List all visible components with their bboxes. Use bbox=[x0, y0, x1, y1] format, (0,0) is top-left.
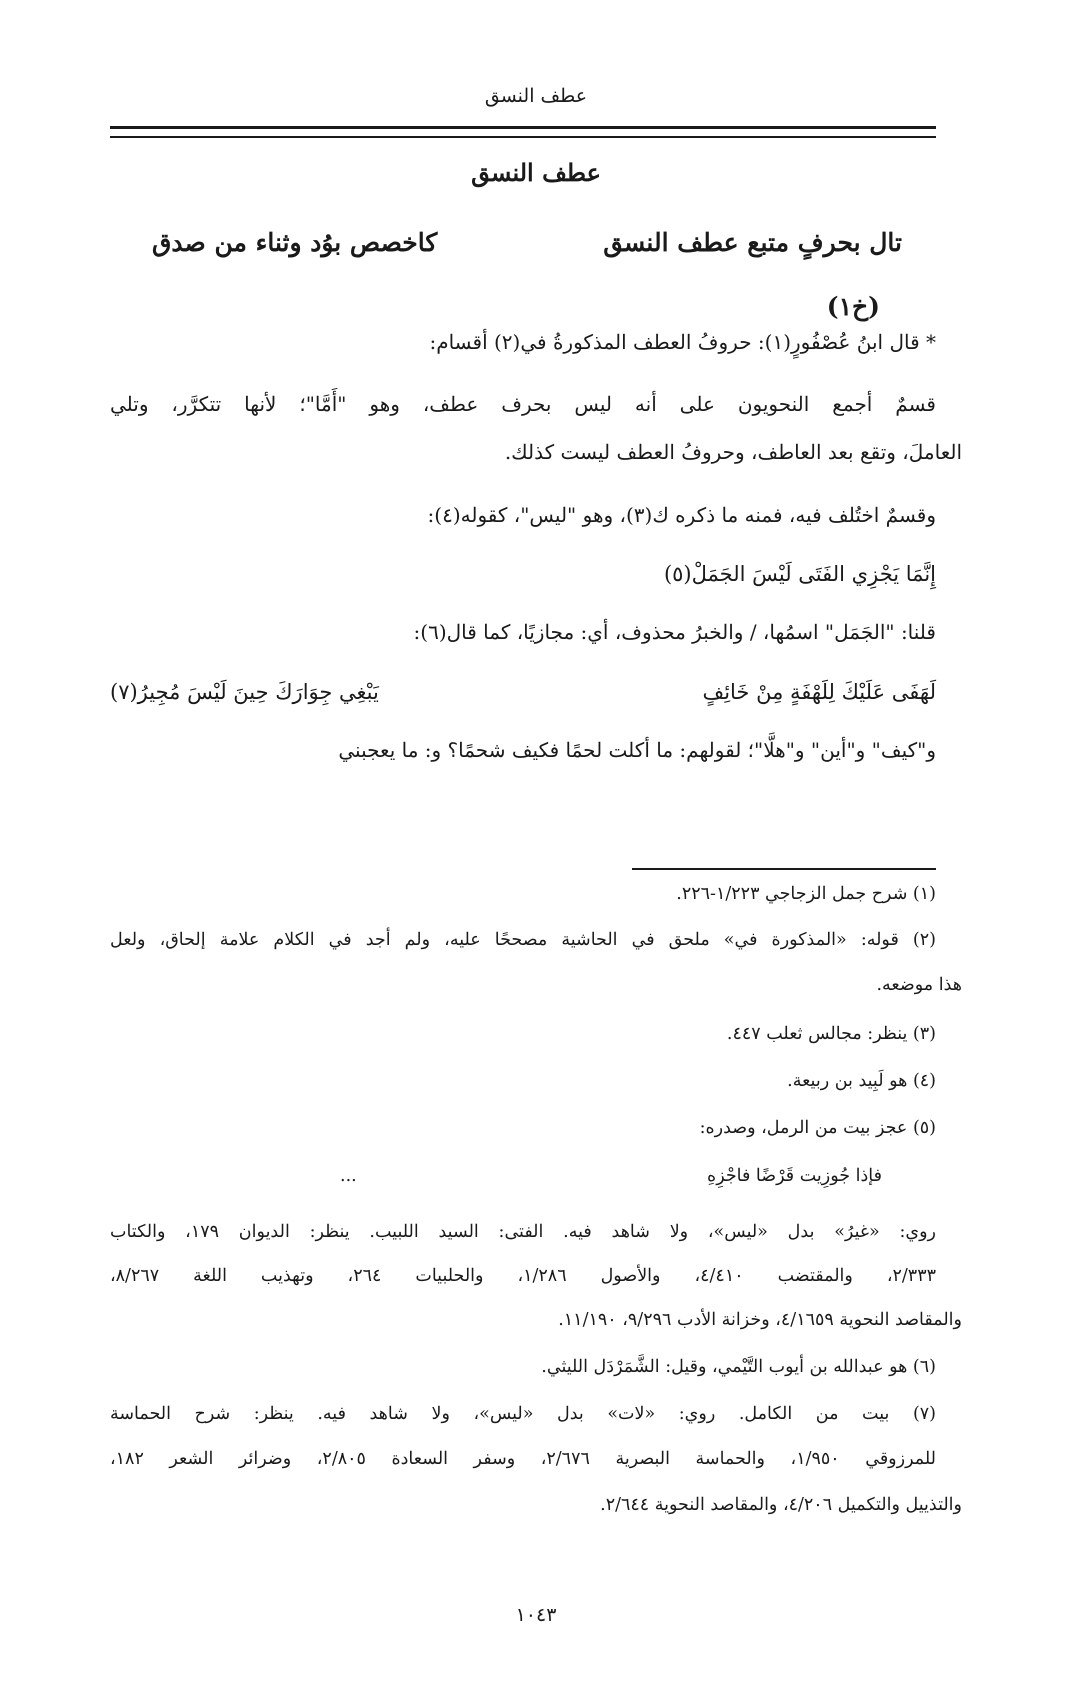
body-paragraph-1: * قال ابنُ عُصْفُورٍ(١): حروفُ العطف المذكورةُ في(٢) أقسام: bbox=[429, 330, 936, 354]
verse-code: (خ١) bbox=[826, 292, 880, 321]
header-rule-thick bbox=[110, 126, 936, 129]
footnote-3: (٣) ينظر: مجالس ثعلب ٤٤٧. bbox=[726, 1024, 936, 1044]
footnote-5b-line-1: روي: «غيرُ» بدل «ليس»، ولا شاهد فيه. الفتى: السيد اللبيب. ينظر: الديوان ١٧٩، والكتاب bbox=[110, 1222, 936, 1242]
footnote-2-line-1: (٢) قوله: «المذكورة في» ملحق في الحاشية مصححًا عليه، ولم أجد في الكلام علامة إلحاق، ولعل bbox=[110, 930, 936, 950]
footnote-7-line-2: للمرزوقي ١/٩٥٠، والحماسة البصرية ٢/٦٧٦، وسفر السعادة ٢/٨٠٥، وضرائر الشعر ١٨٢، bbox=[110, 1449, 936, 1469]
section-heading: عطف النسق bbox=[471, 158, 601, 187]
footnote-4: (٤) هو لَبِيد بن ربيعة. bbox=[787, 1071, 936, 1091]
body-paragraph-3: وقسمٌ اختُلف فيه، فمنه ما ذكره ك(٣)، وهو "ليس"، كقوله(٤): bbox=[427, 503, 936, 527]
footnote-5-ellipsis: ... bbox=[340, 1166, 357, 1186]
footnote-5b-line-2: ٢/٣٣٣، والمقتضب ٤/٤١٠، والأصول ١/٢٨٦، والحلبيات ٢٦٤، وتهذيب اللغة ٨/٢٦٧، bbox=[110, 1266, 936, 1286]
footnote-5: (٥) عجز بيت من الرمل، وصدره: bbox=[699, 1118, 936, 1138]
verse-first-hemistich: تال بحرفٍ متبع عطف النسق bbox=[603, 228, 902, 257]
footnote-2-line-2: هذا موضعه. bbox=[876, 975, 962, 995]
footnote-7-line-3: والتذييل والتكميل ٤/٢٠٦، والمقاصد النحوية ٢/٦٤٤. bbox=[600, 1495, 962, 1515]
poem-line-2-second: يَبْغِي جِوَارَكَ حِينَ لَيْسَ مُجِيرُ(٧) bbox=[110, 680, 379, 704]
footnote-1: (١) شرح جمل الزجاجي ١/٢٢٣-٢٢٦. bbox=[676, 884, 936, 904]
footnote-7-line-1: (٧) بيت من الكامل. روي: «لات» بدل «ليس»، ولا شاهد فيه. ينظر: شرح الحماسة bbox=[110, 1404, 936, 1424]
poem-line-1: إِنَّمَا يَجْزِي الفَتَى لَيْسَ الجَمَلْ(٥) bbox=[663, 562, 936, 586]
body-paragraph-4: قلنا: "الجَمَل" اسمُها، / والخبرُ محذوف، أي: مجازيًا، كما قال(٦): bbox=[413, 620, 936, 644]
footnote-5b-line-3: والمقاصد النحوية ٤/١٦٥٩، وخزانة الأدب ٩/٢٩٦، ١١/١٩٠. bbox=[558, 1310, 962, 1330]
footnote-separator bbox=[632, 868, 936, 870]
footnote-5-verse: فإذا جُوزِيت قَرْضًا فاجْزِهِ bbox=[707, 1166, 882, 1186]
header-rule-thin bbox=[110, 136, 936, 138]
body-paragraph-2-line-2: العاملَ، وتقع بعد العاطف، وحروفُ العطف ليست كذلك. bbox=[504, 440, 962, 464]
footnote-6: (٦) هو عبدالله بن أيوب التَّيْمي، وقيل: الشَّمَرْدَل الليثي. bbox=[541, 1357, 936, 1377]
page-number: ١٠٤٣ bbox=[515, 1604, 557, 1626]
running-head: عطف النسق bbox=[484, 85, 588, 107]
poem-line-2-first: لَهَفَى عَلَيْكَ لِلَهْفَةٍ مِنْ خَائِفٍ bbox=[702, 680, 936, 704]
verse-second-hemistich: كاخصص بوُد وثناء من صدق bbox=[152, 228, 438, 257]
body-paragraph-2-line-1: قسمٌ أجمع النحويون على أنه ليس بحرف عطف، وهو "أَمَّا"؛ لأنها تتكرَّر، وتلي bbox=[110, 392, 936, 416]
body-paragraph-5: و"كيف" و"أين" و"هلَّا"؛ لقولهم: ما أكلت لحمًا فكيف شحمًا؟ و: ما يعجبني bbox=[338, 738, 936, 762]
